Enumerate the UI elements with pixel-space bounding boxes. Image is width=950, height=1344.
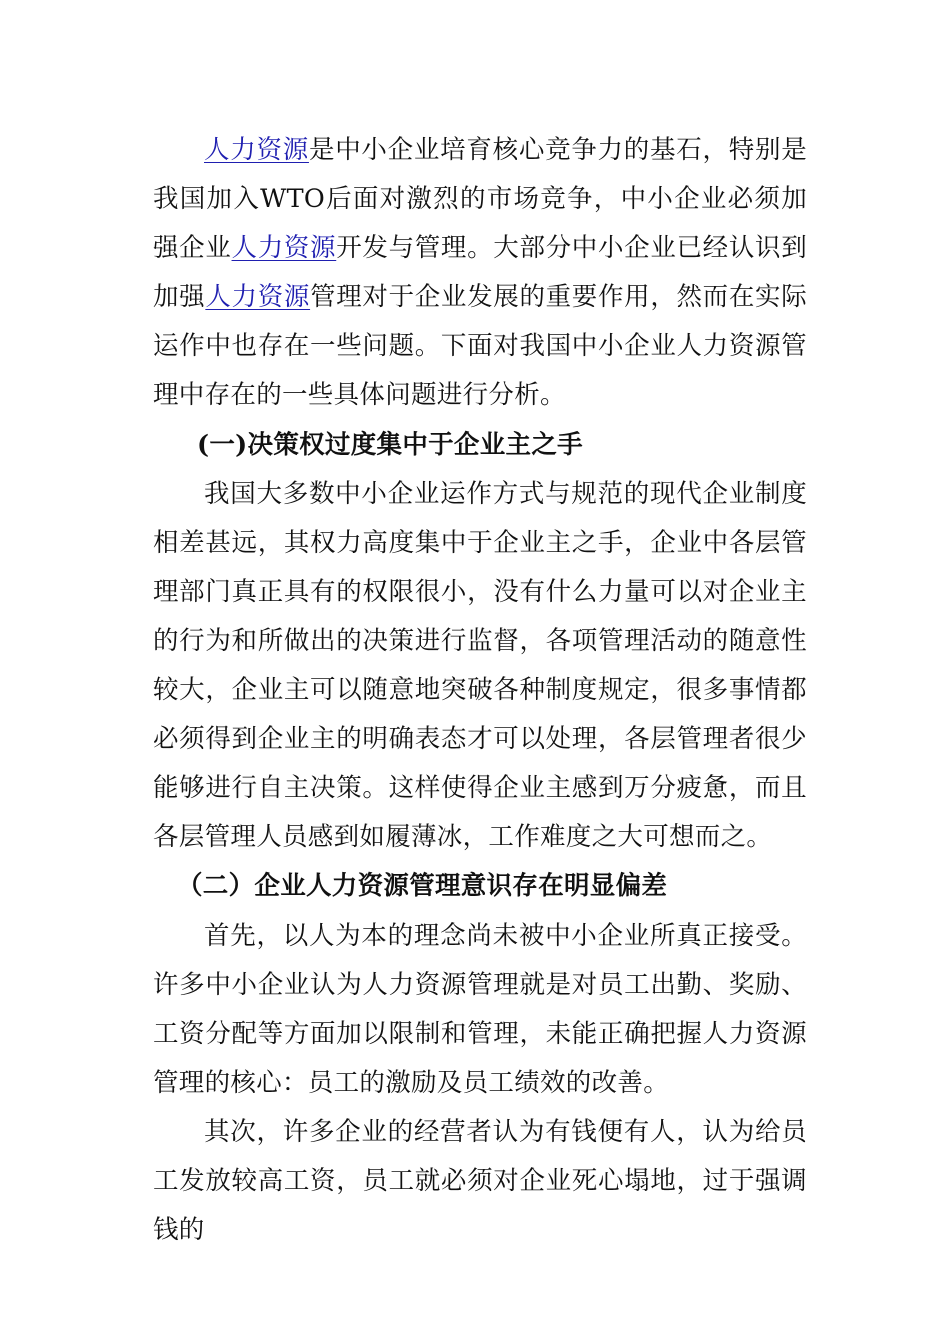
section-2-paragraph-2: 其次，许多企业的经营者认为有钱便有人，认为给员工发放较高工资，员工就必须对企业死心塌地，过于强调钱的 — [153, 1116, 807, 1246]
section-2-paragraph-1: 首先，以人为本的理念尚未被中小企业所真正接受。许多中小企业认为人力资源管理就是对员工出勤、奖励、工资分配等方面加以限制和管理，未能正确把握人力资源管理的核心：员工的激励及员工绩效的改善。 — [153, 920, 807, 1098]
intro-text-2: 开发与管理。大部分中小企业已经认识到加强 — [153, 233, 807, 313]
document-page — [153, 126, 807, 1255]
intro-text-3: 管理对于企业发展的重要作用，然而在实际运作中也存在一些问题。下面对我国中小企业人力资源管理中存在的一些具体问题进行分析。 — [153, 282, 808, 411]
hr-link-3[interactable]: 人力资源 — [205, 282, 311, 313]
section-2-heading: （二）企业人力资源管理意识存在明显偏差 — [177, 871, 668, 902]
intro-paragraph — [153, 126, 807, 421]
hr-link-1[interactable]: 人力资源 — [204, 135, 309, 165]
section-1-paragraph: 我国大多数中小企业运作方式与规范的现代企业制度相差甚远，其权力高度集中于企业主之手，企业中各层管理部门真正具有的权限很小，没有什么力量可以对企业主的行为和所做出的决策进行监督，各项管理活动的随意性较大，企业主可以随意地突破各种制度规定，很多事情都必须得到企业主的明确表态才可以处理，各层管理者很少能够进行自主决策。这样使得企业主感到万分疲惫，而且各层管理人员感到如履薄冰，工作难度之大可想而之。 — [153, 478, 807, 853]
section-1-heading: (一)决策权过度集中于企业主之手 — [197, 429, 583, 460]
intro-text-1: 是中小企业培育核心竞争力的基石，特别是我国加入WTO后面对激烈的市场竞争，中小企业必须加强企业 — [153, 135, 808, 264]
hr-link-2[interactable]: 人力资源 — [231, 233, 337, 264]
